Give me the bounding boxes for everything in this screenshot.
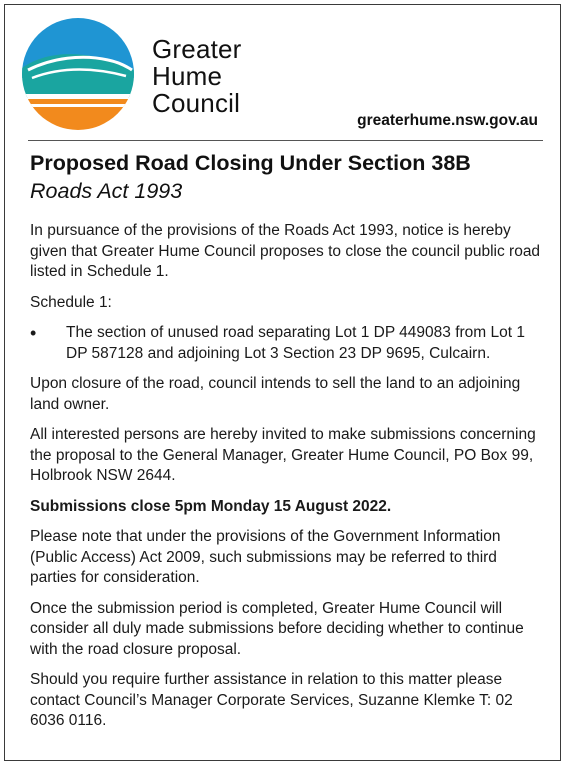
privacy-note-paragraph: Please note that under the provisions of the Government Information (Public Access) Act 2009, such submissions may be referred to third parties for consideration. — [30, 528, 501, 586]
greater-hume-logo-icon — [22, 18, 134, 130]
notice-subtitle: Roads Act 1993 — [30, 179, 183, 203]
closure-intent-paragraph: Upon closure of the road, council intends to sell the land to an adjoining land owner. — [30, 375, 521, 413]
submissions-invite-paragraph: All interested persons are hereby invited to make submissions concerning the proposal to the General Manager, Greater Hume Council, PO Box 99, Holbrook NSW 2644. — [30, 426, 536, 484]
notice-title: Proposed Road Closing Under Section 38B — [30, 151, 471, 175]
org-name — [152, 36, 242, 117]
org-name-line-2: Hume — [152, 61, 223, 91]
header-divider — [28, 140, 543, 141]
schedule-item-text: The section of unused road separating Lot 1 DP 449083 from Lot 1 DP 587128 and adjoining Lot 3 Section 23 DP 9695, Culcairn. — [66, 324, 525, 362]
deadline-paragraph: Submissions close 5pm Monday 15 August 2022. — [30, 497, 392, 515]
schedule-label: Schedule 1: — [30, 293, 112, 311]
intro-paragraph: In pursuance of the provisions of the Roads Act 1993, notice is hereby given that Greater Hume Council proposes to close the council public road listed in Schedule 1. — [30, 222, 541, 280]
process-note-paragraph: Once the submission period is completed, Greater Hume Council will consider all duly made submissions before deciding whether to continue with the road closure proposal. — [30, 599, 524, 658]
notice-body — [30, 221, 545, 742]
bullet-icon: • — [30, 323, 37, 343]
contact-paragraph: Should you require further assistance in relation to this matter please contact Council’s Manager Corporate Services, Suzanne Klemke T: 02 6036 0116. — [30, 671, 513, 729]
list-item — [30, 323, 545, 364]
org-name-line-3: Council — [152, 88, 241, 118]
website-link[interactable]: greaterhume.nsw.gov.au — [357, 112, 538, 129]
org-name-line-1: Greater — [152, 34, 242, 64]
